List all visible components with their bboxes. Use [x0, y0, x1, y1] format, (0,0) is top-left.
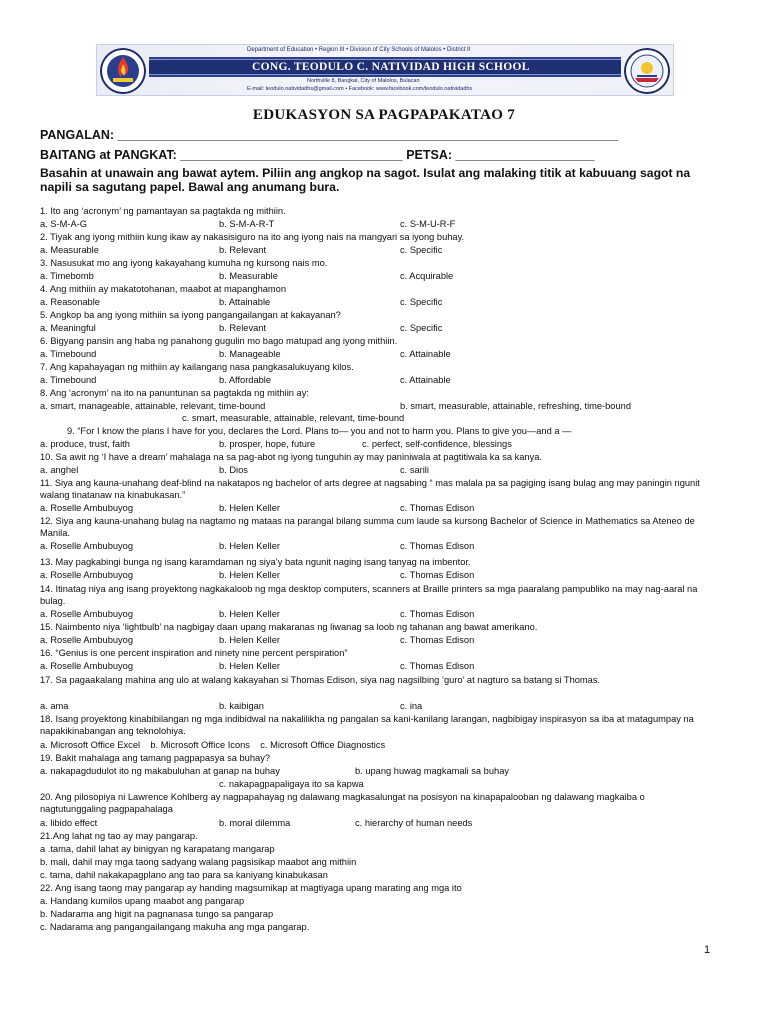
- option-1c: c. S-M-U-R-F: [400, 219, 456, 229]
- option-4a: a. Reasonable: [40, 297, 100, 307]
- option-4b: b. Attainable: [219, 297, 271, 307]
- option-17c: c. ina: [400, 701, 423, 711]
- question-3: 3. Nasusukat mo ang iyong kakayahang kumuha ng kursong nais mo.: [40, 258, 328, 268]
- option-8a: a. smart, manageable, attainable, relevant, time-bound: [40, 401, 266, 411]
- option-7c: c. Attainable: [400, 375, 451, 385]
- question-6: 6. Bigyang pansin ang haba ng panahong gugulin mo bago matupad ang iyong mithiin.: [40, 336, 398, 346]
- option-22b: b. Nadarama ang higit na pagnanasa tungo sa pangarap: [40, 909, 274, 919]
- option-12c: c. Thomas Edison: [400, 541, 475, 551]
- question-16: 16. “Genius is one percent inspiration and ninety nine percent perspiration”: [40, 648, 348, 658]
- option-21c: c. tama, dahil nakakapagplano ang tao para sa kaniyang kinabukasan: [40, 870, 328, 880]
- option-20b: b. moral dilemma: [219, 818, 291, 828]
- option-1b: b. S-M-A-R-T: [219, 219, 275, 229]
- question-12: 12. Siya ang kauna-unahang bulag na nagtamo ng mataas na parangal bilang summa cum laude sa kursong Bachelor of Science in Mathematics sa Ateneo de Manila.: [40, 516, 695, 538]
- question-8: 8. Ang ‘acronym’ na ito na panuntunan sa pagtakda ng mithiin ay:: [40, 388, 309, 398]
- question-10: 10. Sa awit ng ‘I have a dream’ mahalaga na sa pag-abot ng iyong tunguhin ay may paniniwala at pagtitiwala ka sa kanya.: [40, 452, 543, 462]
- school-header-banner: [96, 44, 674, 96]
- option-11a: a. Roselle Ambubuyog: [40, 503, 134, 513]
- question-20: 20. Ang pilosopiya ni Lawrence Kohlberg ay nagpapahayag ng dalawang magkasalungat na posisyon na kinapapalooban ng dalawang magkaiba o nagtutunggaling pagpapahalaga: [40, 792, 645, 814]
- option-12a: a. Roselle Ambubuyog: [40, 541, 134, 551]
- option-3c: c. Acquirable: [400, 271, 454, 281]
- question-21: 21.Ang lahat ng tao ay may pangarap.: [40, 831, 198, 841]
- school-name: CONG. TEODULO C. NATIVIDAD HIGH SCHOOL: [252, 61, 530, 73]
- question-15: 15. Naimbento niya ‘lightbulb’ na nagbigay daan upang makaranas ng liwanag sa loob ng tahanan ang bawat amerikano.: [40, 622, 538, 632]
- option-13b: b. Helen Keller: [219, 570, 280, 580]
- question-5: 5. Angkop ba ang iyong mithiin sa iyong pangangailangan at kakayanan?: [40, 310, 341, 320]
- option-9c: c. perfect, self-confidence, blessings: [362, 439, 512, 449]
- option-19c: c. nakapagpapaligaya ito sa kapwa: [219, 779, 364, 789]
- question-13: 13. May pagkabingi bunga ng isang karamdaman ng siya’y bata ngunit naging isang tanyag na imbentor.: [40, 557, 471, 567]
- option-10c: c. sarili: [400, 465, 429, 475]
- option-16b: b. Helen Keller: [219, 661, 280, 671]
- option-22a: a. Handang kumilos upang maabot ang pangarap: [40, 896, 245, 906]
- question-9: 9. “For I know the plans I have for you, declares the Lord. Plans to— you and not to harm you. Plans to give you—and a —: [67, 426, 572, 436]
- option-21b: b. mali, dahil may mga taong sadyang walang pagsisikap maabot ang mithiin: [40, 857, 357, 867]
- school-seal-icon: [100, 48, 146, 94]
- option-9b: b. prosper, hope, future: [219, 439, 316, 449]
- option-5b: b. Relevant: [219, 323, 267, 333]
- option-7b: b. Affordable: [219, 375, 272, 385]
- option-13a: a. Roselle Ambubuyog: [40, 570, 134, 580]
- question-4: 4. Ang mithiin ay makatotohanan, maabot at mapanghamon: [40, 284, 287, 294]
- option-5c: c. Specific: [400, 323, 443, 333]
- grade-section-date-field[interactable]: BAITANG at PANGKAT: ________________________________ PETSA: ____________________: [40, 148, 595, 162]
- option-14b: b. Helen Keller: [219, 609, 280, 619]
- option-19b: b. upang huwag magkamali sa buhay: [355, 766, 510, 776]
- option-10b: b. Dios: [219, 465, 248, 475]
- option-19a: a. nakapagdudulot ito ng makabuluhan at ganap na buhay: [40, 766, 280, 776]
- school-address: Northville 8, Bangkal, City of Malolos, Bulacan: [307, 78, 420, 84]
- option-3b: b. Measurable: [219, 271, 278, 281]
- option-15b: b. Helen Keller: [219, 635, 280, 645]
- option-18abc: a. Microsoft Office Excel b. Microsoft Office Icons c. Microsoft Office Diagnostics: [40, 740, 386, 750]
- deped-seal-icon: [624, 48, 670, 94]
- option-13c: c. Thomas Edison: [400, 570, 475, 580]
- option-8b: b. smart, measurable, attainable, refreshing, time-bound: [400, 401, 631, 411]
- page-number: 1: [704, 944, 711, 956]
- option-10a: a. anghel: [40, 465, 79, 475]
- option-2b: b. Relevant: [219, 245, 267, 255]
- option-2a: a. Measurable: [40, 245, 99, 255]
- question-2: 2. Tiyak ang iyong mithiin kung ikaw ay nakasisiguro na ito ang iyong nais na mangyari sa iyong buhay.: [40, 232, 465, 242]
- option-8c: c. smart, measurable, attainable, relevant, time-bound: [182, 413, 405, 423]
- option-11c: c. Thomas Edison: [400, 503, 475, 513]
- option-7a: a. Timebound: [40, 375, 97, 385]
- option-3a: a. Timebomb: [40, 271, 94, 281]
- option-1a: a. S-M-A-G: [40, 219, 88, 229]
- question-17: 17. Sa pagaakalang mahina ang ulo at walang kakayahan si Thomas Edison, siya nag nagsilbing ‘guro’ at nagturo sa batang si Thomas.: [40, 675, 601, 685]
- option-15a: a. Roselle Ambubuyog: [40, 635, 134, 645]
- option-22c: c. Nadarama ang pangangailangang makuha ang mga pangarap.: [40, 922, 310, 932]
- option-14c: c. Thomas Edison: [400, 609, 475, 619]
- question-22: 22. Ang isang taong may pangarap ay handing magsumikap at magtiyaga upang marating ang mga ito: [40, 883, 462, 893]
- option-6c: c. Attainable: [400, 349, 451, 359]
- name-field[interactable]: PANGALAN: ________________________________________________________________________: [40, 128, 619, 142]
- option-15c: c. Thomas Edison: [400, 635, 475, 645]
- option-20c: c. hierarchy of human needs: [355, 818, 473, 828]
- option-16c: c. Thomas Edison: [400, 661, 475, 671]
- question-14: 14. Itinatag niya ang isang proyektong nagkakaloob ng mga desktop computers, scanners at Braille printers sa mga paaralang pampubliko na may nag-aaral na bulag.: [40, 584, 698, 606]
- option-21a: a .tama, dahil lahat ay binigyan ng karapatang mangarap: [40, 844, 275, 854]
- question-1: 1. Ito ang ‘acronym’ ng pamantayan sa pagtakda ng mithiin.: [40, 206, 286, 216]
- page-title: EDUKASYON SA PAGPAPAKATAO 7: [252, 107, 516, 123]
- option-2c: c. Specific: [400, 245, 443, 255]
- school-contact: E-mail: teodulo.natividadhs@gmail.com • Facebook: www.facebook.com/teodulo.natividadhs: [247, 86, 473, 92]
- header-top-line: Department of Education • Region III • Division of City Schools of Malolos • District II: [247, 47, 471, 53]
- option-6b: b. Manageable: [219, 349, 281, 359]
- option-12b: b. Helen Keller: [219, 541, 280, 551]
- option-4c: c. Specific: [400, 297, 443, 307]
- option-5a: a. Meaningful: [40, 323, 96, 333]
- option-9a: a. produce, trust, faith: [40, 439, 130, 449]
- question-18: 18. Isang proyektong kinabibilangan ng mga indibidwal na nakalilikha ng pangalan sa kani-kanilang larangan, nagbibigay inspirasyon sa iba at matagumpay na napakikinabangan ang teknolohiya.: [40, 714, 694, 736]
- question-11: 11. Siya ang kauna-unahang deaf-blind na nakatapos ng bachelor of arts degree at nagsabing “ mas malala pa sa pagiging isang bulag ang may paningin ngunit walang tinatanaw na kinabukasan.”: [40, 478, 700, 500]
- question-19: 19. Bakit mahalaga ang tamang pagpapasya sa buhay?: [40, 753, 271, 763]
- option-20a: a. libido effect: [40, 818, 98, 828]
- question-7: 7. Ang kapahayagan ng mithiin ay kailangang nasa pangkasalukuyang kilos.: [40, 362, 354, 372]
- option-14a: a. Roselle Ambubuyog: [40, 609, 134, 619]
- instructions: Basahin at unawain ang bawat aytem. Piliin ang angkop na sagot. Isulat ang malaking titik at kabuuang sagot na napili sa sagutang papel. Bawal ang anumang bura.: [40, 166, 691, 194]
- option-6a: a. Timebound: [40, 349, 97, 359]
- option-16a: a. Roselle Ambubuyog: [40, 661, 134, 671]
- option-17b: b. kaibigan: [219, 701, 264, 711]
- option-11b: b. Helen Keller: [219, 503, 280, 513]
- option-17a: a. ama: [40, 701, 69, 711]
